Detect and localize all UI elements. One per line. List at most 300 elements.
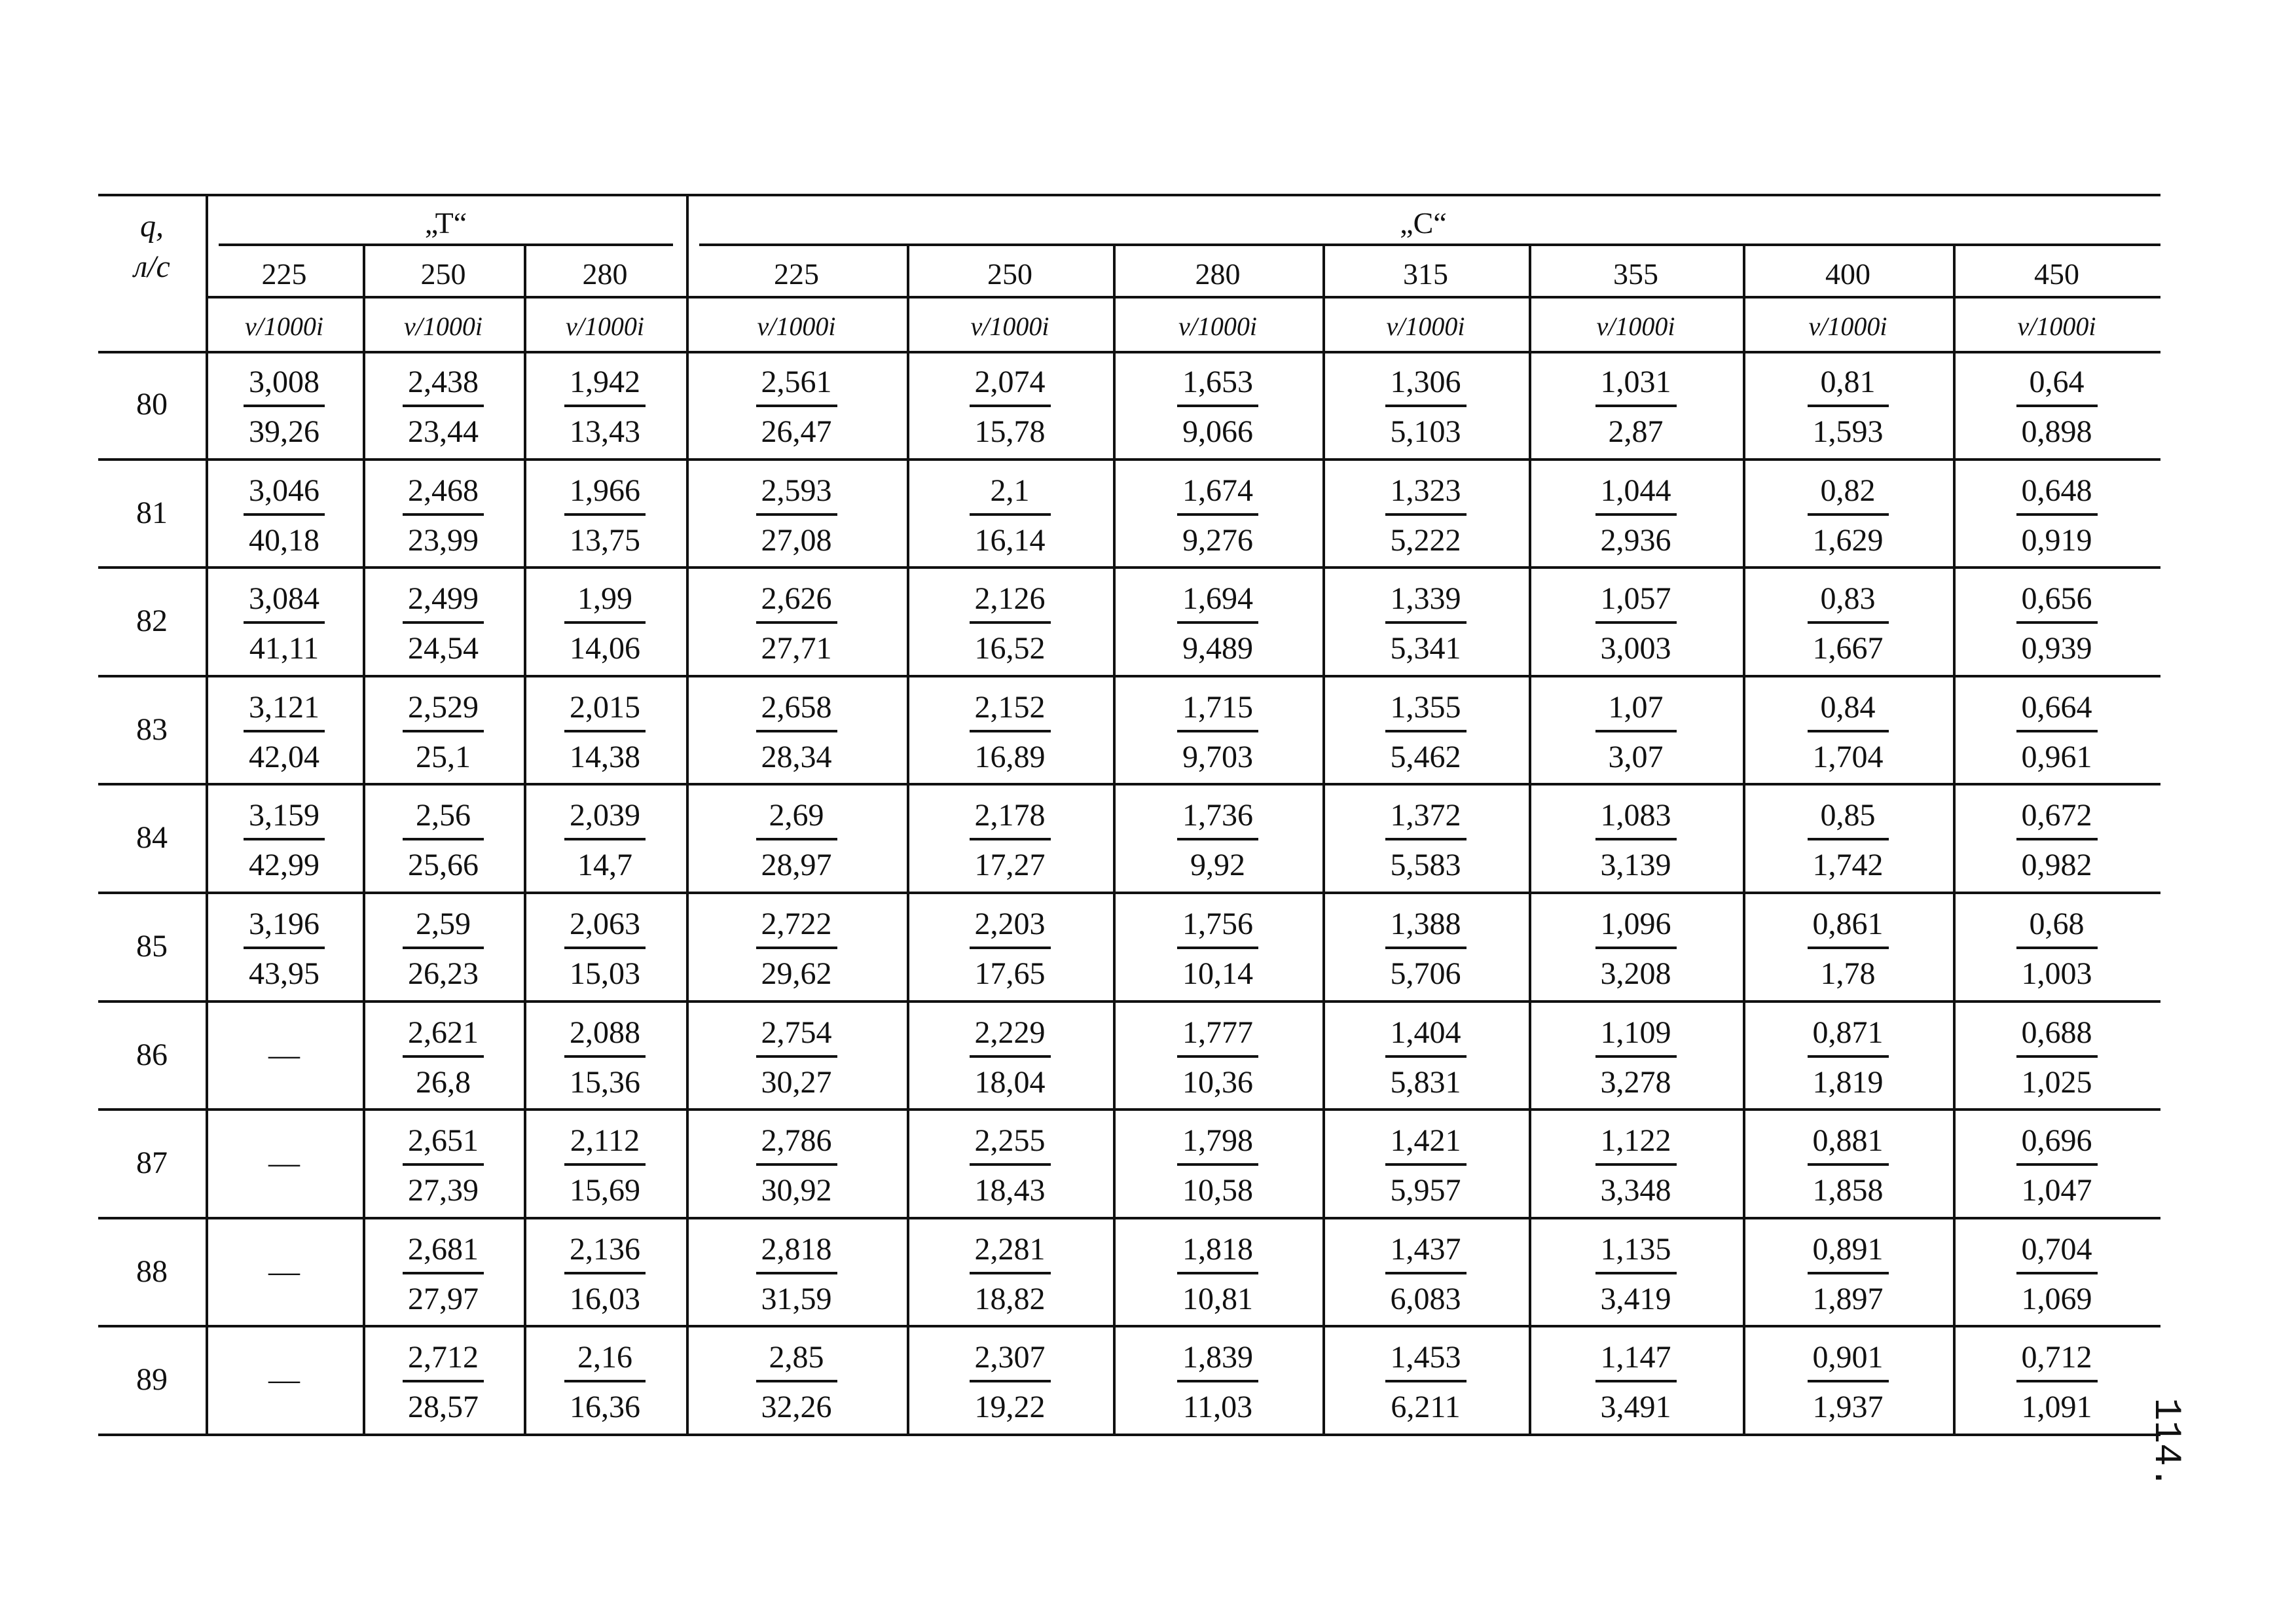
velocity-value: 0,656	[2021, 581, 2092, 617]
row-rule	[98, 458, 2160, 461]
velocity-value: 2,56	[416, 798, 471, 833]
velocity-value: 0,704	[2021, 1231, 2092, 1267]
velocity-value: 2,468	[408, 473, 479, 508]
fraction-bar	[756, 513, 837, 516]
velocity-value: 2,786	[761, 1123, 832, 1159]
velocity-value: 1,339	[1390, 581, 1461, 617]
velocity-value: 0,648	[2021, 473, 2092, 508]
fraction-bar	[756, 405, 837, 407]
fraction-bar	[756, 1055, 837, 1058]
velocity-value: 2,818	[761, 1231, 832, 1267]
fraction-bar	[1595, 1380, 1677, 1382]
row-rule	[98, 783, 2160, 785]
velocity-value: 2,658	[761, 689, 832, 725]
velocity-value: 0,861	[1812, 907, 1884, 941]
velocity-value: 3,159	[249, 798, 319, 833]
velocity-value: 1,306	[1390, 365, 1461, 399]
q-value: 84	[136, 820, 168, 856]
fraction-bar	[2016, 730, 2098, 732]
velocity-value: 0,901	[1812, 1340, 1884, 1375]
head-loss-value: 6,211	[1391, 1390, 1461, 1425]
velocity-value: 1,323	[1390, 473, 1461, 508]
head-loss-value: 1,003	[2021, 956, 2092, 991]
q-unit: л/с	[134, 249, 170, 284]
fraction-bar	[1177, 1272, 1258, 1274]
fraction-bar	[244, 621, 325, 624]
head-loss-value: 19,22	[974, 1390, 1046, 1425]
velocity-value: 2,85	[769, 1340, 824, 1375]
group-t-label: „Т“	[424, 206, 467, 240]
q-value: 88	[136, 1254, 168, 1289]
fraction-bar	[1385, 513, 1467, 516]
head-loss-value: 0,982	[2021, 848, 2092, 883]
velocity-value: 0,688	[2021, 1015, 2092, 1050]
head-loss-value: 16,89	[974, 739, 1046, 774]
velocity-value: 1,736	[1182, 798, 1253, 833]
velocity-value: 1,355	[1390, 689, 1461, 725]
velocity-value: 0,82	[1820, 473, 1876, 508]
velocity-value: 1,404	[1390, 1015, 1461, 1050]
head-loss-value: 1,629	[1812, 522, 1884, 558]
head-loss-value: 9,276	[1182, 522, 1253, 558]
fraction-bar	[564, 513, 646, 516]
velocity-value: 1,653	[1182, 365, 1253, 399]
sub-header-label: v/1000i	[1808, 312, 1887, 341]
diameter-450: 450	[2034, 257, 2079, 291]
velocity-value: 2,593	[761, 473, 832, 508]
velocity-value: 2,626	[761, 581, 832, 617]
head-loss-value: 17,65	[974, 956, 1046, 991]
velocity-value: 0,696	[2021, 1123, 2092, 1159]
velocity-value: 2,621	[408, 1015, 479, 1050]
velocity-value: 2,1	[990, 473, 1030, 508]
fraction-bar	[970, 1055, 1051, 1058]
head-loss-value: 6,083	[1390, 1281, 1461, 1316]
velocity-value: 1,818	[1182, 1231, 1253, 1267]
head-loss-value: 39,26	[249, 414, 319, 449]
head-loss-value: 0,939	[2021, 631, 2092, 666]
head-loss-value: 9,066	[1182, 414, 1253, 449]
velocity-value: 2,203	[974, 907, 1046, 941]
diameter-250: 250	[420, 257, 466, 291]
fraction-bar	[970, 730, 1051, 732]
head-loss-value: 13,43	[570, 414, 640, 449]
fraction-bar	[1385, 730, 1467, 732]
fraction-bar	[2016, 1163, 2098, 1166]
head-loss-value: 31,59	[761, 1281, 832, 1316]
diameter-280: 280	[582, 257, 628, 291]
velocity-value: 2,59	[416, 907, 471, 941]
fraction-bar	[403, 405, 484, 407]
head-loss-value: 1,742	[1812, 848, 1884, 883]
velocity-value: 2,229	[974, 1015, 1046, 1050]
head-loss-value: 14,7	[577, 848, 632, 883]
row-rule	[98, 892, 2160, 894]
diameter-315: 315	[1403, 257, 1448, 291]
head-loss-value: 28,34	[761, 739, 832, 774]
velocity-value: 1,437	[1390, 1231, 1461, 1267]
row-rule	[98, 1325, 2160, 1327]
velocity-value: 1,147	[1600, 1340, 1671, 1375]
group-c-rule	[699, 244, 2160, 246]
fraction-bar	[756, 947, 837, 949]
fraction-bar	[756, 621, 837, 624]
fraction-bar	[1808, 1272, 1889, 1274]
velocity-value: 2,039	[570, 798, 640, 833]
velocity-value: 0,64	[2029, 365, 2085, 399]
head-loss-value: 11,03	[1182, 1390, 1253, 1425]
velocity-value: 2,438	[408, 365, 479, 399]
q-value: 81	[136, 495, 168, 530]
fraction-bar	[1808, 730, 1889, 732]
velocity-value: 2,722	[761, 907, 832, 941]
head-loss-value: 5,462	[1390, 739, 1461, 774]
fraction-bar	[1385, 621, 1467, 624]
diameter-355: 355	[1613, 257, 1658, 291]
fraction-bar	[1808, 1163, 1889, 1166]
head-loss-value: 26,47	[761, 414, 832, 449]
head-loss-value: 9,703	[1182, 739, 1253, 774]
head-loss-value: 27,39	[408, 1173, 479, 1208]
head-loss-value: 14,06	[570, 631, 640, 666]
head-loss-value: 1,819	[1812, 1064, 1884, 1100]
row-rule	[98, 1108, 2160, 1111]
fraction-bar	[403, 838, 484, 840]
head-loss-value: 40,18	[249, 522, 319, 558]
fraction-bar	[1808, 405, 1889, 407]
fraction-bar	[1385, 1055, 1467, 1058]
velocity-value: 0,84	[1820, 689, 1876, 725]
fraction-bar	[970, 405, 1051, 407]
head-loss-value: 17,27	[974, 848, 1046, 883]
fraction-bar	[2016, 1380, 2098, 1382]
fraction-bar	[1177, 730, 1258, 732]
velocity-value: 1,694	[1182, 581, 1253, 617]
fraction-bar	[1177, 1163, 1258, 1166]
fraction-bar	[1177, 405, 1258, 407]
q-value: 80	[136, 387, 168, 422]
diameter-rule	[206, 296, 2160, 298]
head-loss-value: 3,003	[1600, 631, 1671, 666]
head-loss-value: 27,97	[408, 1281, 479, 1316]
q-value: 86	[136, 1037, 168, 1072]
fraction-bar	[1177, 947, 1258, 949]
velocity-value: 1,453	[1390, 1340, 1461, 1375]
head-loss-value: 23,44	[408, 414, 479, 449]
empty-cell-dash: —	[268, 1146, 300, 1181]
fraction-bar	[564, 1380, 646, 1382]
velocity-value: 1,966	[570, 473, 640, 508]
velocity-value: 1,715	[1182, 689, 1253, 725]
sub-header-label: v/1000i	[970, 312, 1049, 341]
head-loss-value: 18,43	[974, 1173, 1046, 1208]
velocity-value: 1,756	[1182, 907, 1253, 941]
head-loss-value: 16,03	[570, 1281, 640, 1316]
fraction-bar	[403, 730, 484, 732]
head-loss-value: 2,87	[1608, 414, 1664, 449]
head-loss-value: 27,08	[761, 522, 832, 558]
velocity-value: 1,031	[1600, 365, 1671, 399]
velocity-value: 2,255	[974, 1123, 1046, 1159]
head-loss-value: 26,23	[408, 956, 479, 991]
velocity-value: 2,754	[761, 1015, 832, 1050]
fraction-bar	[970, 513, 1051, 516]
head-loss-value: 42,04	[249, 739, 319, 774]
fraction-bar	[2016, 1055, 2098, 1058]
head-loss-value: 10,81	[1182, 1281, 1253, 1316]
q-value: 82	[136, 604, 168, 639]
group-t-rule	[219, 244, 673, 246]
diameter-250: 250	[987, 257, 1032, 291]
velocity-value: 2,136	[570, 1231, 640, 1267]
fraction-bar	[564, 838, 646, 840]
velocity-value: 0,83	[1820, 581, 1876, 617]
head-loss-value: 32,26	[761, 1390, 832, 1425]
head-loss-value: 5,222	[1390, 522, 1461, 558]
head-loss-value: 5,957	[1390, 1173, 1461, 1208]
fraction-bar	[1385, 1163, 1467, 1166]
head-loss-value: 30,27	[761, 1064, 832, 1100]
velocity-value: 3,121	[249, 689, 319, 725]
fraction-bar	[1385, 1380, 1467, 1382]
velocity-value: 1,777	[1182, 1015, 1253, 1050]
sub-header-label: v/1000i	[757, 312, 836, 341]
velocity-value: 1,135	[1600, 1231, 1671, 1267]
velocity-value: 1,109	[1600, 1015, 1671, 1050]
head-loss-value: 1,069	[2021, 1281, 2092, 1316]
fraction-bar	[564, 1055, 646, 1058]
group-c-label: „С“	[1400, 206, 1447, 240]
head-loss-value: 3,491	[1600, 1390, 1671, 1425]
sub-header-label: v/1000i	[2017, 312, 2096, 341]
fraction-bar	[756, 1163, 837, 1166]
fraction-bar	[564, 947, 646, 949]
fraction-bar	[756, 838, 837, 840]
head-loss-value: 5,831	[1390, 1064, 1461, 1100]
head-loss-value: 43,95	[249, 956, 319, 991]
fraction-bar	[970, 1380, 1051, 1382]
velocity-value: 1,99	[577, 581, 632, 617]
head-loss-value: 25,66	[408, 848, 479, 883]
fraction-bar	[1808, 947, 1889, 949]
fraction-bar	[1595, 1163, 1677, 1166]
head-loss-value: 18,82	[974, 1281, 1046, 1316]
head-loss-value: 1,897	[1812, 1281, 1884, 1316]
q-value: 83	[136, 712, 168, 747]
head-loss-value: 42,99	[249, 848, 319, 883]
head-loss-value: 3,07	[1608, 739, 1664, 774]
head-loss-value: 28,97	[761, 848, 832, 883]
head-loss-value: 29,62	[761, 956, 832, 991]
fraction-bar	[403, 513, 484, 516]
velocity-value: 0,664	[2021, 689, 2092, 725]
velocity-value: 3,084	[249, 581, 319, 617]
velocity-value: 1,096	[1600, 907, 1671, 941]
q-label: q,	[140, 209, 164, 244]
velocity-value: 2,152	[974, 689, 1046, 725]
head-loss-value: 1,047	[2021, 1173, 2092, 1208]
fraction-bar	[970, 621, 1051, 624]
velocity-value: 1,044	[1600, 473, 1671, 508]
fraction-bar	[1177, 513, 1258, 516]
head-loss-value: 10,14	[1182, 956, 1253, 991]
velocity-value: 2,712	[408, 1340, 479, 1375]
head-loss-value: 16,14	[974, 522, 1046, 558]
fraction-bar	[564, 1163, 646, 1166]
velocity-value: 1,674	[1182, 473, 1253, 508]
head-loss-value: 15,03	[570, 956, 640, 991]
velocity-value: 2,499	[408, 581, 479, 617]
empty-cell-dash: —	[268, 1362, 300, 1398]
velocity-value: 0,871	[1812, 1015, 1884, 1050]
head-loss-value: 18,04	[974, 1064, 1046, 1100]
velocity-value: 3,046	[249, 473, 319, 508]
page-number: 114.	[2144, 1398, 2187, 1489]
fraction-bar	[1595, 838, 1677, 840]
velocity-value: 1,083	[1600, 798, 1671, 833]
head-loss-value: 3,208	[1600, 956, 1671, 991]
head-loss-value: 1,025	[2021, 1064, 2092, 1100]
fraction-bar	[1808, 513, 1889, 516]
head-loss-value: 28,57	[408, 1390, 479, 1425]
fraction-bar	[403, 1163, 484, 1166]
fraction-bar	[244, 730, 325, 732]
fraction-bar	[1177, 838, 1258, 840]
fraction-bar	[1595, 730, 1677, 732]
fraction-bar	[403, 947, 484, 949]
velocity-value: 1,057	[1600, 581, 1671, 617]
head-loss-value: 5,583	[1390, 848, 1461, 883]
row-rule	[98, 1217, 2160, 1219]
fraction-bar	[403, 1380, 484, 1382]
fraction-bar	[970, 838, 1051, 840]
head-loss-value: 15,69	[570, 1173, 640, 1208]
head-loss-value: 25,1	[416, 739, 471, 774]
row-rule	[98, 1000, 2160, 1003]
head-loss-value: 30,92	[761, 1173, 832, 1208]
q-value: 85	[136, 929, 168, 964]
fraction-bar	[1177, 621, 1258, 624]
fraction-bar	[2016, 1272, 2098, 1274]
velocity-value: 2,681	[408, 1231, 479, 1267]
empty-cell-dash: —	[268, 1037, 300, 1072]
fraction-bar	[1808, 1380, 1889, 1382]
fraction-bar	[403, 1055, 484, 1058]
head-loss-value: 1,704	[1812, 739, 1884, 774]
sub-header-label: v/1000i	[566, 312, 644, 341]
sub-header-label: v/1000i	[1178, 312, 1257, 341]
fraction-bar	[756, 1272, 837, 1274]
diameter-225: 225	[261, 257, 307, 291]
head-loss-value: 3,419	[1600, 1281, 1671, 1316]
fraction-bar	[1385, 1272, 1467, 1274]
velocity-value: 0,68	[2029, 907, 2085, 941]
velocity-value: 0,672	[2021, 798, 2092, 833]
fraction-bar	[2016, 621, 2098, 624]
head-loss-value: 1,667	[1812, 631, 1884, 666]
head-loss-value: 3,348	[1600, 1173, 1671, 1208]
head-loss-value: 14,38	[570, 739, 640, 774]
head-loss-value: 24,54	[408, 631, 479, 666]
q-value: 87	[136, 1146, 168, 1181]
fraction-bar	[1385, 405, 1467, 407]
fraction-bar	[1808, 838, 1889, 840]
velocity-value: 2,307	[974, 1340, 1046, 1375]
velocity-value: 2,561	[761, 365, 832, 399]
fraction-bar	[244, 838, 325, 840]
velocity-value: 2,69	[769, 798, 824, 833]
fraction-bar	[2016, 947, 2098, 949]
head-loss-value: 0,898	[2021, 414, 2092, 449]
fraction-bar	[564, 621, 646, 624]
velocity-value: 2,088	[570, 1015, 640, 1050]
sub-header-label: v/1000i	[1386, 312, 1465, 341]
head-loss-value: 0,919	[2021, 522, 2092, 558]
sub-header-label: v/1000i	[404, 312, 483, 341]
velocity-value: 2,126	[974, 581, 1046, 617]
fraction-bar	[403, 621, 484, 624]
head-loss-value: 27,71	[761, 631, 832, 666]
fraction-bar	[1595, 1055, 1677, 1058]
velocity-value: 2,281	[974, 1231, 1046, 1267]
head-loss-value: 16,36	[570, 1390, 640, 1425]
velocity-value: 2,178	[974, 798, 1046, 833]
head-loss-value: 23,99	[408, 522, 479, 558]
head-loss-value: 41,11	[249, 631, 319, 666]
fraction-bar	[1177, 1380, 1258, 1382]
fraction-bar	[1595, 513, 1677, 516]
table-top-rule	[98, 194, 2160, 196]
head-loss-value: 5,103	[1390, 414, 1461, 449]
velocity-value: 0,881	[1812, 1123, 1884, 1159]
head-loss-value: 16,52	[974, 631, 1046, 666]
head-loss-value: 1,593	[1812, 414, 1884, 449]
fraction-bar	[564, 1272, 646, 1274]
fraction-bar	[1808, 1055, 1889, 1058]
fraction-bar	[1385, 838, 1467, 840]
velocity-value: 0,81	[1820, 365, 1876, 399]
velocity-value: 1,122	[1600, 1123, 1671, 1159]
head-loss-value: 9,489	[1182, 631, 1253, 666]
head-loss-value: 9,92	[1190, 848, 1245, 883]
head-loss-value: 5,706	[1390, 956, 1461, 991]
velocity-value: 2,063	[570, 907, 640, 941]
velocity-value: 2,529	[408, 689, 479, 725]
fraction-bar	[1177, 1055, 1258, 1058]
head-loss-value: 1,091	[2021, 1390, 2092, 1425]
velocity-value: 1,421	[1390, 1123, 1461, 1159]
fraction-bar	[970, 1272, 1051, 1274]
head-loss-value: 1,858	[1812, 1173, 1884, 1208]
header-bottom-rule	[98, 351, 2160, 353]
fraction-bar	[1385, 947, 1467, 949]
velocity-value: 3,196	[249, 907, 319, 941]
head-loss-value: 15,78	[974, 414, 1046, 449]
head-loss-value: 10,36	[1182, 1064, 1253, 1100]
velocity-value: 1,388	[1390, 907, 1461, 941]
q-value: 89	[136, 1362, 168, 1398]
velocity-value: 0,712	[2021, 1340, 2092, 1375]
head-loss-value: 3,278	[1600, 1064, 1671, 1100]
velocity-value: 2,015	[570, 689, 640, 725]
velocity-value: 2,074	[974, 365, 1046, 399]
head-loss-value: 3,139	[1600, 848, 1671, 883]
head-loss-value: 2,936	[1600, 522, 1671, 558]
head-loss-value: 26,8	[416, 1064, 471, 1100]
sub-header-label: v/1000i	[245, 312, 323, 341]
head-loss-value: 1,937	[1812, 1390, 1884, 1425]
head-loss-value: 13,75	[570, 522, 640, 558]
